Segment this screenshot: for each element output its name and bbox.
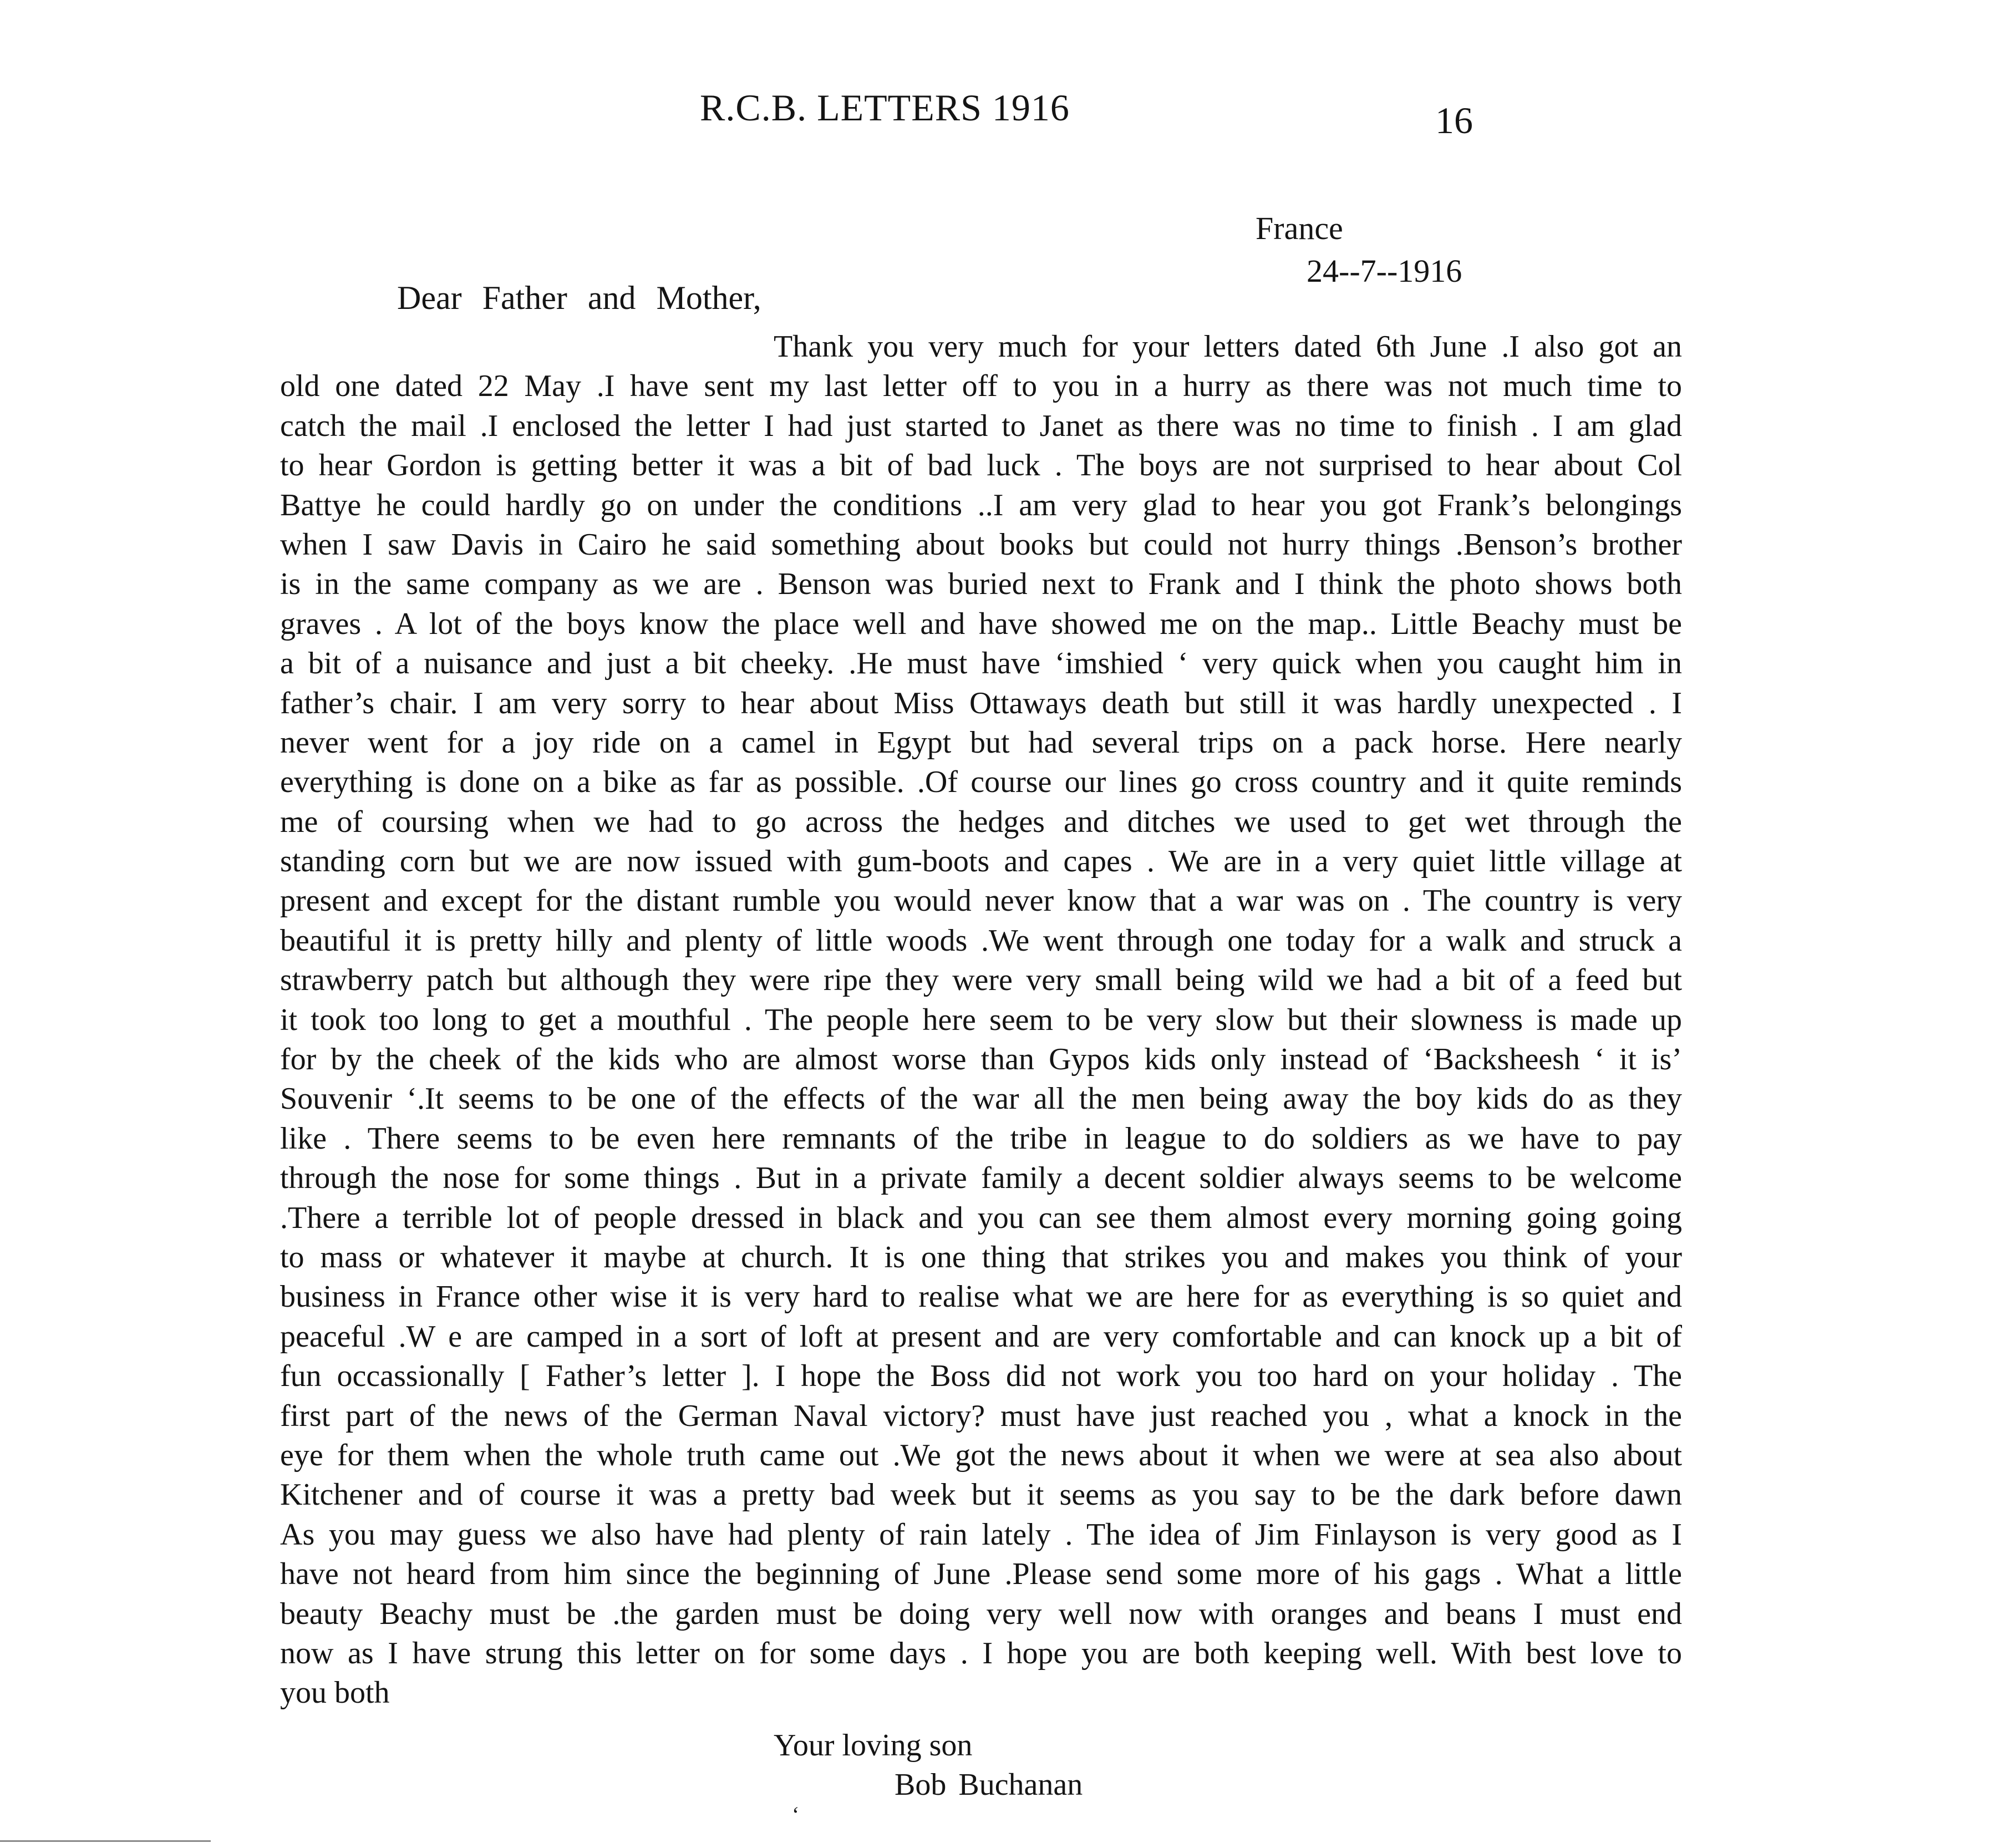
body-line: father’s chair. I am very sorry to hear about Miss Ottaways death but still it was hardly unexpected . I — [280, 686, 1682, 720]
body-line: present and except for the distant rumble you would never know that a war was on . The country is very — [280, 884, 1682, 918]
body-line: eye for them when the whole truth came out .We got the news about it when we were at sea also about — [280, 1438, 1682, 1473]
letter-closing: Your loving son — [774, 1728, 973, 1763]
scan-edge-line — [0, 1840, 211, 1842]
letter-place: France — [1256, 210, 1343, 246]
body-line: me of coursing when we had to go across the hedges and ditches we used to get wet through the — [280, 804, 1682, 839]
body-line: everything is done on a bike as far as possible. .Of course our lines go cross country and it quite reminds — [280, 765, 1682, 800]
body-line: it took too long to get a mouthful . The people here seem to be very slow but their slowness is made up — [280, 1002, 1682, 1037]
body-line: through the nose for some things . But in a private family a decent soldier always seems to be welcome — [280, 1161, 1682, 1196]
body-line: strawberry patch but although they were ripe they were very small being wild we had a bit of a feed but — [280, 963, 1682, 998]
body-line: fun occassionally [ Father’s letter ]. I hope the Boss did not work you too hard on your holiday . The — [280, 1359, 1682, 1394]
body-line: never went for a joy ride on a camel in Egypt but had several trips on a pack horse. Here nearly — [280, 725, 1682, 760]
body-line: is in the same company as we are . Benson was buried next to Frank and I think the photo shows both — [280, 567, 1682, 602]
letter-signature: Bob Buchanan — [895, 1768, 1083, 1802]
body-line: beautiful it is pretty hilly and plenty of little woods .We went through one today for a walk and struck a — [280, 923, 1682, 958]
document-title: R.C.B. LETTERS 1916 — [700, 87, 1070, 129]
body-line: first part of the news of the German Naval victory? must have just reached you , what a knock in the — [280, 1398, 1682, 1433]
body-line: like . There seems to be even here remnants of the tribe in league to do soldiers as we have to pay — [280, 1121, 1682, 1156]
body-line: .There a terrible lot of people dressed in black and you can see them almost every morning going going — [280, 1200, 1682, 1235]
body-line: when I saw Davis in Cairo he said something about books but could not hurry things .Benson’s brother — [280, 527, 1682, 562]
letter-date: 24--7--1916 — [1307, 253, 1462, 289]
body-line: Battye he could hardly go on under the conditions ..I am very glad to hear you got Frank’s belongings — [280, 488, 1682, 522]
body-line: business in France other wise it is very hard to realise what we are here for as everything is so quiet and — [280, 1280, 1682, 1314]
body-line: a bit of a nuisance and just a bit cheeky. .He must have ‘imshied ‘ very quick when you caught him in — [280, 646, 1682, 681]
body-line: Thank you very much for your letters dated 6th June .I also got an — [774, 329, 1682, 364]
stray-mark: ‘ — [792, 1802, 800, 1827]
body-line: beauty Beachy must be .the garden must be doing very well now with oranges and beans I must end — [280, 1596, 1682, 1631]
page-number: 16 — [1435, 99, 1473, 141]
body-line: standing corn but we are now issued with gum-boots and capes . We are in a very quiet little village at — [280, 844, 1682, 879]
letter-salutation: Dear Father and Mother, — [397, 280, 761, 316]
body-line: now as I have strung this letter on for some days . I hope you are both keeping well. With best love to — [280, 1636, 1682, 1671]
body-line: to mass or whatever it maybe at church. It is one thing that strikes you and makes you think of your — [280, 1240, 1682, 1275]
body-line: catch the mail .I enclosed the letter I had just started to Janet as there was no time to finish . I am glad — [280, 408, 1682, 443]
body-line: have not heard from him since the beginning of June .Please send some more of his gags . What a little — [280, 1557, 1682, 1592]
body-line: old one dated 22 May .I have sent my last letter off to you in a hurry as there was not much time to — [280, 369, 1682, 404]
body-line: peaceful .W e are camped in a sort of loft at present and are very comfortable and can knock up a bit of — [280, 1319, 1682, 1354]
body-line: Kitchener and of course it was a pretty bad week but it seems as you say to be the dark before dawn — [280, 1478, 1682, 1512]
body-line: you both — [280, 1676, 390, 1710]
body-line: for by the cheek of the kids who are almost worse than Gypos kids only instead of ‘Backsheesh ‘ it is’ — [280, 1042, 1682, 1077]
body-line: As you may guess we also have had plenty of rain lately . The idea of Jim Finlayson is very good as I — [280, 1517, 1682, 1552]
letter-body — [280, 327, 1682, 1713]
body-line: graves . A lot of the boys know the place well and have showed me on the map.. Little Beachy must be — [280, 606, 1682, 641]
body-line: to hear Gordon is getting better it was a bit of bad luck . The boys are not surprised to hear about Col — [280, 448, 1682, 483]
body-line: Souvenir ‘.It seems to be one of the effects of the war all the men being away the boy kids do as they — [280, 1082, 1682, 1116]
